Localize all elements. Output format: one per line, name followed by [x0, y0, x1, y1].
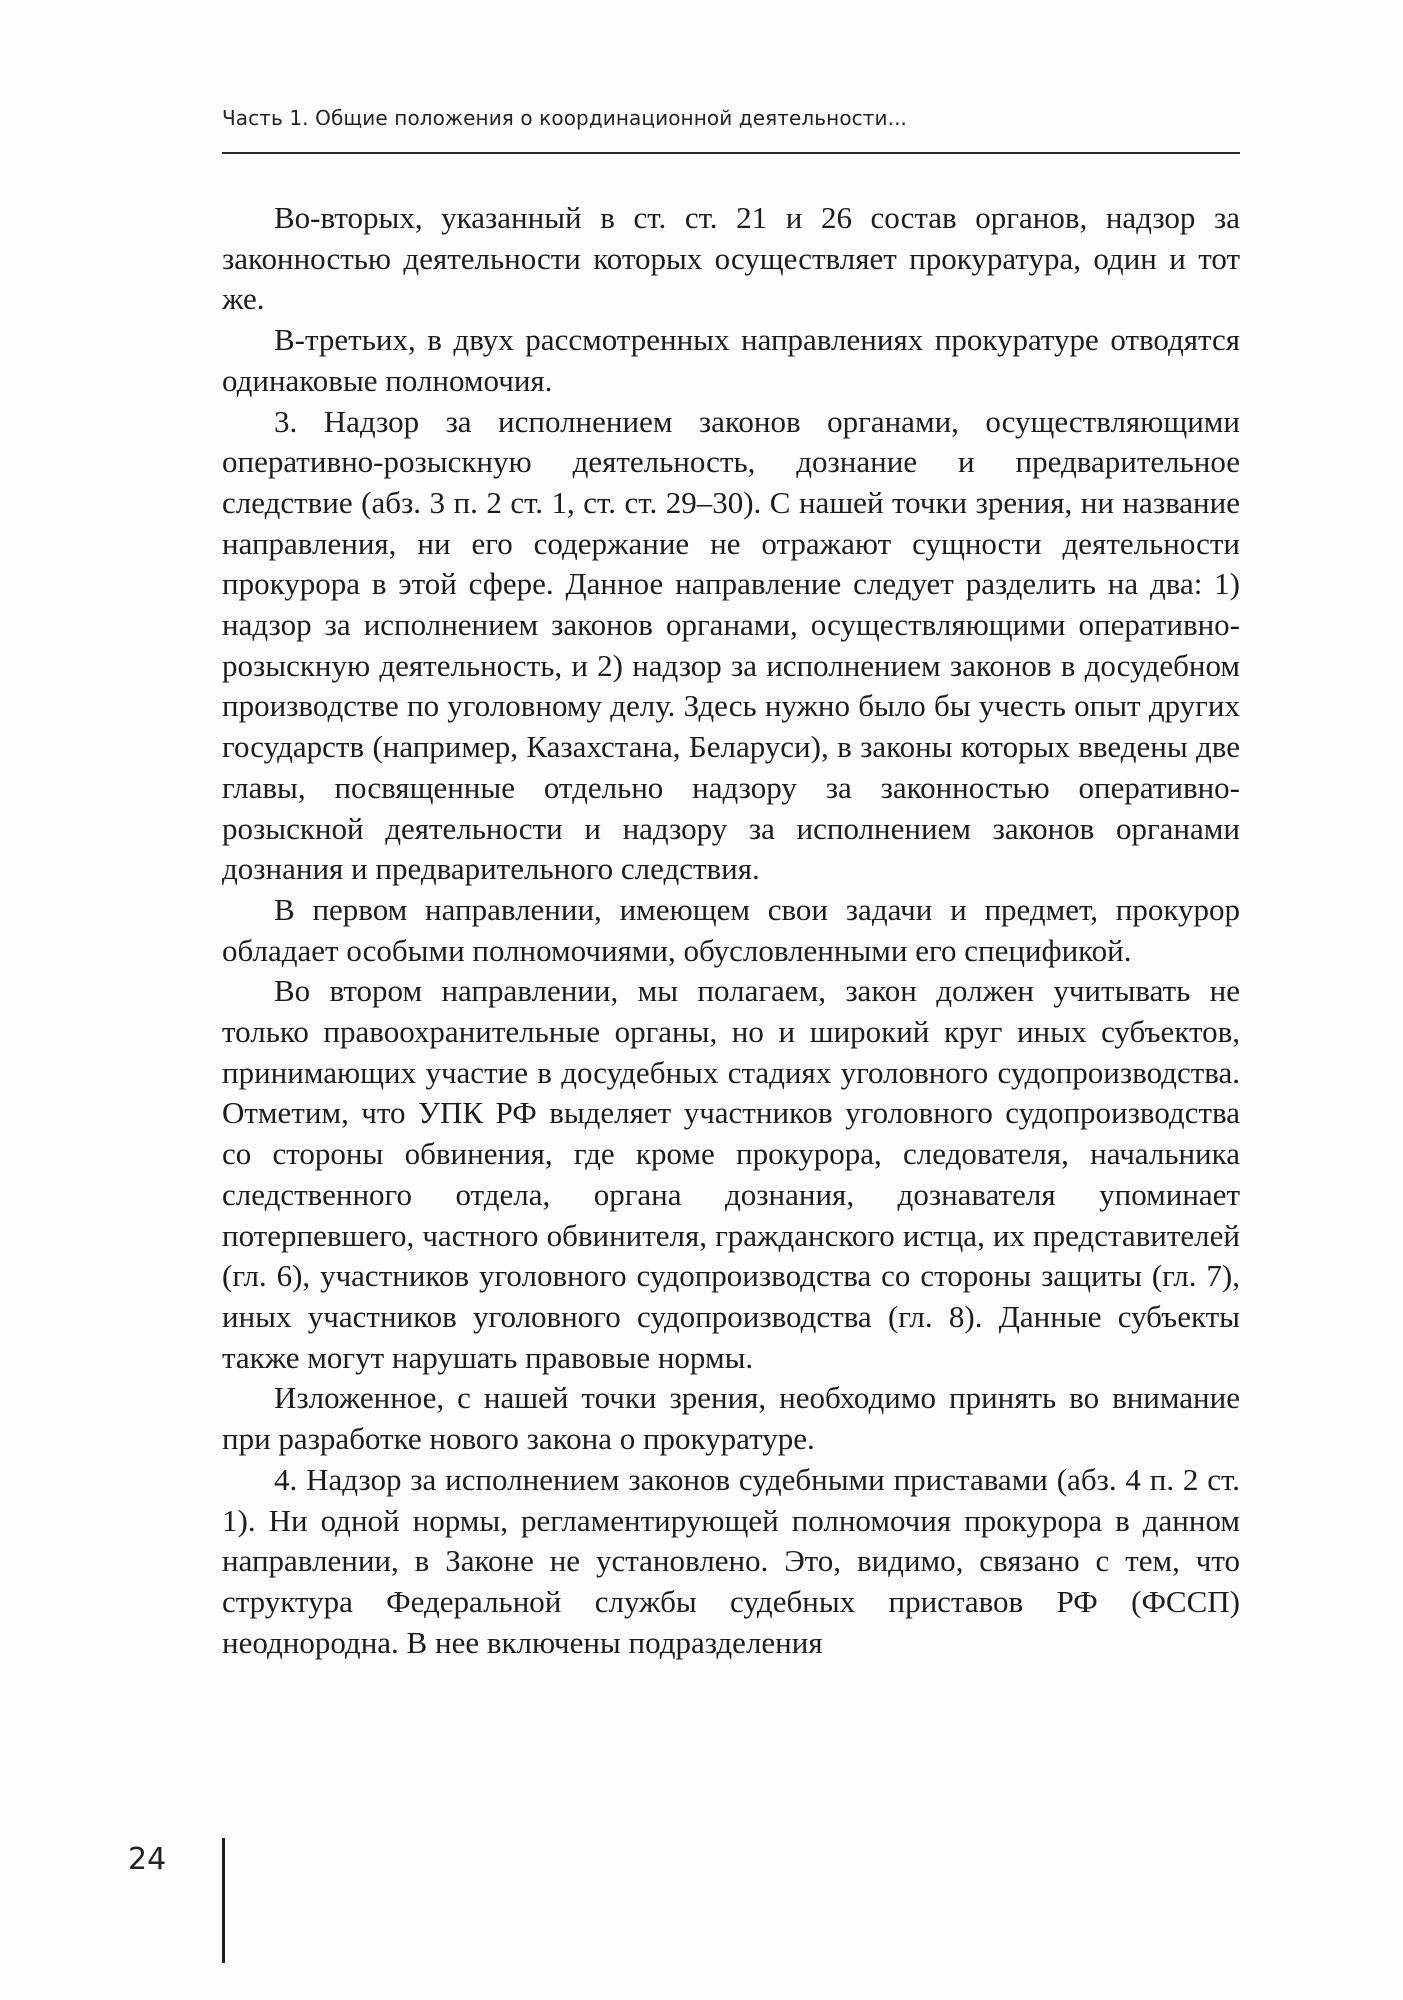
page-number: 24: [128, 1842, 167, 1877]
running-header: Часть 1. Общие положения о координационной деятельности...: [222, 106, 907, 130]
paragraph: Во втором направлении, мы полагаем, закон должен учитывать не только правоохранительные органы, но и широкий круг иных субъектов, принимающих участие в досудебных стадиях уголовного судопроизводства. Отметим, что УПК РФ выделяет участников уголовного судопроизводства со стороны обвинения, где кроме прокурора, следователя, начальника следственного отдела, органа дознания, дознавателя упоминает потерпевшего, частного обвинителя, гражданского истца, их представителей (гл. 6), участников уголовного судопроизводства со стороны защиты (гл. 7), иных участников уголовного судопроизводства (гл. 8). Данные субъекты также могут нарушать правовые нормы.: [222, 973, 1240, 1375]
header-divider: [222, 152, 1240, 154]
paragraph: В первом направлении, имеющем свои задачи и предмет, прокурор обладает особыми полномочиями, обусловленными его спецификой.: [222, 891, 1240, 968]
paragraph: Изложенное, с нашей точки зрения, необходимо принять во внимание при разработке нового закона о прокуратуре.: [222, 1380, 1240, 1457]
body-text: [222, 198, 1240, 1663]
paragraph: 4. Надзор за исполнением законов судебными приставами (абз. 4 п. 2 ст. 1). Ни одной нормы, регламентирующей полномочия прокурора в данном направлении, в Законе не установлено. Это, видимо, связано с тем, что структура Федеральной службы судебных приставов РФ (ФССП) неоднородна. В нее включены подразделения: [222, 1461, 1240, 1660]
paragraph: 3. Надзор за исполнением законов органами, осуществляющими оперативно-розыскную деятельность, дознание и предварительное следствие (абз. 3 п. 2 ст. 1, ст. ст. 29–30). С нашей точки зрения, ни название направления, ни его содержание не отражают сущности деятельности прокурора в этой сфере. Данное направление следует разделить на два: 1) надзор за исполнением законов органами, осуществляющими оперативно-розыскную деятельность, и 2) надзор за исполнением законов в досудебном производстве по уголовному делу. Здесь нужно было бы учесть опыт других государств (например, Казахстана, Беларуси), в законы которых введены две главы, посвященные отдельно надзору за законностью оперативно-розыскной деятельности и надзору за исполнением законов органами дознания и предварительного следствия.: [222, 403, 1240, 887]
paragraph: Во-вторых, указанный в ст. ст. 21 и 26 состав органов, надзор за законностью деятельности которых осуществляет прокуратура, один и тот же.: [222, 200, 1240, 317]
paragraph: В-третьих, в двух рассмотренных направлениях прокуратуре отводятся одинаковые полномочия.: [222, 322, 1240, 398]
footer-vertical-rule: [222, 1838, 225, 1963]
